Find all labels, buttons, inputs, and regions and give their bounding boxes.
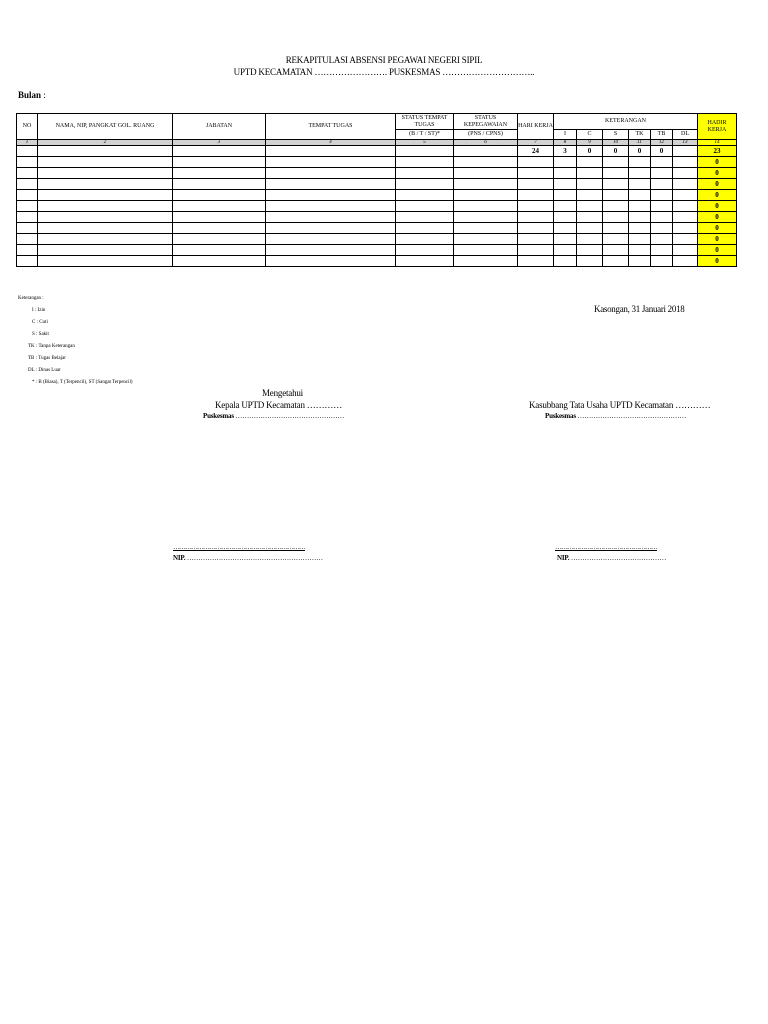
cell-tempat-tugas [266,245,396,256]
cell-sakit [603,179,629,190]
cell-cuti [577,168,603,179]
sign-right-nip [557,554,666,562]
table-row [17,256,737,267]
cell-sakit [603,234,629,245]
cell-nama [38,201,173,212]
cell-no [17,223,38,234]
cell-tempat-tugas [266,234,396,245]
cell-dl [673,157,698,168]
header-sub-izin: I [554,130,577,140]
cell-nama [38,223,173,234]
header-jabatan: JABATAN [173,114,266,140]
cell-jabatan [173,201,266,212]
cell-cuti: 0 [577,146,603,157]
cell-status-tempat [396,157,454,168]
cell-izin [554,245,577,256]
sign-left-position: Kepala UPTD Kecamatan ………… [215,400,343,410]
cell-tempat-tugas [266,223,396,234]
cell-hari-kerja [518,179,554,190]
cell-jabatan [173,256,266,267]
header-tempat-tugas: TEMPAT TUGAS [266,114,396,140]
sign-left-puskesmas-dots: ………………………………………… [233,412,345,420]
cell-tk [629,223,651,234]
sign-right-puskesmas-dots: ………………………………………… [575,412,687,420]
table-row [17,168,737,179]
cell-jabatan [173,234,266,245]
table-row [17,212,737,223]
cell-hadir-kerja: 0 [698,256,737,267]
cell-hadir-kerja: 0 [698,179,737,190]
cell-sakit [603,256,629,267]
attendance-table [16,113,737,267]
sign-left-nip [173,554,323,562]
cell-tk [629,168,651,179]
cell-hari-kerja [518,234,554,245]
sign-left-puskesmas [203,412,344,420]
cell-hari-kerja [518,223,554,234]
column-number: 7 [518,140,554,146]
cell-tb [651,212,673,223]
cell-izin [554,212,577,223]
cell-jabatan [173,146,266,157]
column-number: 12 [651,140,673,146]
header-status-tempat: STATUS TEMPAT TUGAS [396,114,454,130]
cell-status-tempat [396,245,454,256]
cell-tb [651,190,673,201]
sign-right-puskesmas [545,412,686,420]
cell-status-tempat [396,179,454,190]
cell-tk [629,245,651,256]
cell-cuti [577,201,603,212]
cell-dl [673,223,698,234]
cell-tb [651,223,673,234]
cell-tk [629,201,651,212]
table-row [17,245,737,256]
cell-jabatan [173,157,266,168]
cell-hari-kerja [518,168,554,179]
column-number: 9 [577,140,603,146]
sign-right-position: Kasubbang Tata Usaha UPTD Kecamatan ………… [529,400,711,410]
column-number: 13 [673,140,698,146]
cell-hari-kerja [518,201,554,212]
cell-status-tempat [396,168,454,179]
cell-cuti [577,256,603,267]
cell-nama [38,212,173,223]
cell-tk: 0 [629,146,651,157]
cell-tb [651,201,673,212]
cell-sakit [603,168,629,179]
cell-status-kepegawaian [454,245,518,256]
cell-status-tempat [396,256,454,267]
cell-no [17,234,38,245]
cell-hari-kerja [518,212,554,223]
cell-jabatan [173,245,266,256]
cell-cuti [577,157,603,168]
cell-hadir-kerja: 0 [698,245,737,256]
cell-izin [554,234,577,245]
cell-no [17,168,38,179]
legend-item-dl: DL : Dinas Luar [28,368,61,373]
table-row [17,201,737,212]
cell-hadir-kerja: 0 [698,212,737,223]
cell-izin [554,157,577,168]
cell-tk [629,179,651,190]
sign-right-nip-dots: …………………………………… [569,554,667,562]
cell-dl [673,201,698,212]
cell-no [17,212,38,223]
header-hadir-kerja: HADIR KERJA [698,114,737,140]
cell-dl [673,190,698,201]
month-field [18,90,46,100]
cell-tk [629,157,651,168]
legend-item-status-note: * : B (Biasa), T (Terpencil), ST (Sangat Terpencil) [32,380,133,385]
table-row [17,223,737,234]
month-label: Bulan [18,90,42,100]
cell-hari-kerja [518,190,554,201]
sign-left-nip-dots: …………………………………………………… [185,554,323,562]
cell-cuti [577,245,603,256]
cell-tb [651,245,673,256]
cell-dl [673,168,698,179]
cell-tempat-tugas [266,201,396,212]
cell-izin [554,168,577,179]
sign-right-name-dots: …………………………………………… [555,543,657,551]
column-number: 10 [603,140,629,146]
cell-hari-kerja: 24 [518,146,554,157]
cell-dl [673,179,698,190]
cell-tk [629,212,651,223]
header-sub-tk: TK [629,130,651,140]
cell-status-kepegawaian [454,190,518,201]
cell-status-kepegawaian [454,201,518,212]
table-row [17,179,737,190]
column-number: 1 [17,140,38,146]
cell-hadir-kerja: 0 [698,168,737,179]
cell-dl [673,256,698,267]
cell-nama [38,179,173,190]
header-sub-dl: DL [673,130,698,140]
cell-tb [651,168,673,179]
cell-sakit: 0 [603,146,629,157]
cell-sakit [603,223,629,234]
column-number: 11 [629,140,651,146]
cell-status-kepegawaian [454,212,518,223]
cell-cuti [577,234,603,245]
legend-item-tb: TB : Tugas Belajar [28,356,66,361]
cell-izin: 3 [554,146,577,157]
column-number: 5 [396,140,454,146]
cell-tempat-tugas [266,157,396,168]
cell-status-kepegawaian [454,234,518,245]
cell-status-tempat [396,201,454,212]
cell-jabatan [173,212,266,223]
cell-hadir-kerja: 0 [698,234,737,245]
header-status-kepegawaian-sub: (PNS / CPNS) [454,130,518,140]
cell-jabatan [173,223,266,234]
cell-dl [673,245,698,256]
cell-tb [651,234,673,245]
cell-no [17,179,38,190]
cell-no [17,190,38,201]
cell-dl [673,146,698,157]
cell-status-tempat [396,223,454,234]
header-nama: NAMA, NIP, PANGKAT GOL. RUANG [38,114,173,140]
sign-left-name-line [173,543,383,551]
cell-hari-kerja [518,157,554,168]
cell-izin [554,179,577,190]
cell-hari-kerja [518,245,554,256]
cell-sakit [603,190,629,201]
sign-right-name-line [555,543,700,551]
cell-nama [38,157,173,168]
cell-status-kepegawaian [454,179,518,190]
sign-left-acknowledge: Mengetahui [262,388,303,398]
column-number: 8 [554,140,577,146]
cell-sakit [603,245,629,256]
cell-tb [651,256,673,267]
cell-dl [673,212,698,223]
cell-izin [554,256,577,267]
cell-hadir-kerja: 23 [698,146,737,157]
cell-tempat-tugas [266,168,396,179]
column-number: 3 [173,140,266,146]
cell-cuti [577,223,603,234]
cell-tempat-tugas [266,179,396,190]
cell-jabatan [173,168,266,179]
cell-sakit [603,157,629,168]
header-hari-kerja: HARI KERJA [518,114,554,140]
cell-jabatan [173,179,266,190]
header-sub-tb: TB [651,130,673,140]
table-row [17,190,737,201]
cell-status-tempat [396,190,454,201]
cell-cuti [577,190,603,201]
column-number: 6 [454,140,518,146]
header-keterangan: KETERANGAN [554,114,698,130]
cell-cuti [577,212,603,223]
cell-tempat-tugas [266,212,396,223]
cell-sakit [603,201,629,212]
legend-item-sakit: S : Sakit [32,332,49,337]
cell-nama [38,245,173,256]
cell-tk [629,234,651,245]
column-number: 14 [698,140,737,146]
cell-status-tempat [396,234,454,245]
cell-tempat-tugas [266,190,396,201]
sign-left-name-dots: ………………………………………………………… [173,543,305,551]
cell-tempat-tugas [266,256,396,267]
cell-izin [554,190,577,201]
cell-status-kepegawaian [454,168,518,179]
cell-nama [38,168,173,179]
cell-tb [651,157,673,168]
cell-no [17,201,38,212]
cell-status-kepegawaian [454,157,518,168]
cell-tk [629,256,651,267]
cell-no [17,245,38,256]
legend-title: Keterangan : [18,296,44,301]
cell-status-kepegawaian [454,146,518,157]
header-status-tempat-sub: (B / T / ST)* [396,130,454,140]
legend-item-cuti: C : Cuti [32,320,48,325]
cell-nama [38,190,173,201]
column-number: 4 [266,140,396,146]
sign-left-nip-label: NIP. [173,554,186,562]
cell-status-tempat [396,146,454,157]
legend-item-izin: I : Izin [32,308,46,313]
document-title: REKAPITULASI ABSENSI PEGAWAI NEGERI SIPIL [285,55,483,65]
table-row [17,146,737,157]
table-row [17,234,737,245]
cell-no [17,256,38,267]
cell-tb: 0 [651,146,673,157]
cell-status-kepegawaian [454,223,518,234]
cell-hadir-kerja: 0 [698,223,737,234]
document-subtitle: UPTD KECAMATAN ……………………. PUSKESMAS ………………………….. [233,67,535,77]
cell-nama [38,234,173,245]
cell-no [17,146,38,157]
cell-hadir-kerja: 0 [698,157,737,168]
cell-nama [38,256,173,267]
column-number: 2 [38,140,173,146]
cell-tempat-tugas [266,146,396,157]
cell-status-tempat [396,212,454,223]
header-status-kepegawaian: STATUS KEPEGAWAIAN [454,114,518,130]
cell-hadir-kerja: 0 [698,201,737,212]
cell-tb [651,179,673,190]
header-sub-cuti: C [577,130,603,140]
cell-izin [554,223,577,234]
sign-left-puskesmas-label: Puskesmas [203,412,234,420]
cell-hadir-kerja: 0 [698,190,737,201]
sign-right-nip-label: NIP. [557,554,570,562]
cell-hari-kerja [518,256,554,267]
header-sub-sakit: S [603,130,629,140]
cell-no [17,157,38,168]
sign-right-puskesmas-label: Puskesmas [545,412,576,420]
cell-nama [38,146,173,157]
cell-jabatan [173,190,266,201]
cell-cuti [577,179,603,190]
legend-item-tk: TK : Tanpa Keterangan [28,344,75,349]
cell-sakit [603,212,629,223]
month-colon: : [41,90,46,100]
date-place: Kasongan, 31 Januari 2018 [594,304,685,314]
cell-tk [629,190,651,201]
cell-status-kepegawaian [454,256,518,267]
cell-dl [673,234,698,245]
cell-izin [554,201,577,212]
header-no: NO [17,114,38,140]
table-row [17,157,737,168]
